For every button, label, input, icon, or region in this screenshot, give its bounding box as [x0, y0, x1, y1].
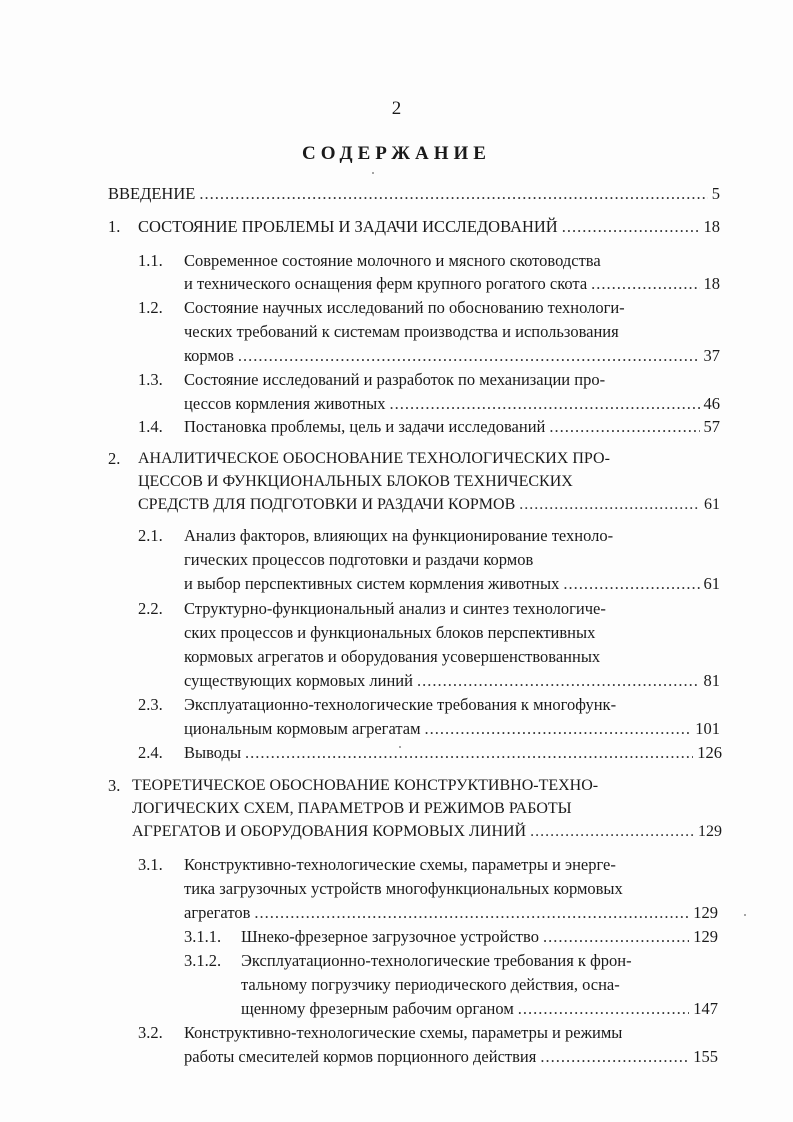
toc-entry-s2-4	[184, 741, 722, 765]
scan-speck	[372, 172, 374, 174]
toc-number: 3.	[108, 776, 121, 795]
toc-page-number: 5	[711, 184, 720, 203]
toc-entry-s3-2	[184, 1045, 718, 1069]
dot-leader	[563, 572, 699, 596]
toc-entry-text: ТЕОРЕТИЧЕСКОЕ ОБОСНОВАНИЕ КОНСТРУКТИВНО-ТЕХНО-	[132, 777, 599, 794]
toc-entry-text: гических процессов подготовки и раздачи кормов	[184, 550, 534, 569]
toc-entry-s1-1	[184, 272, 720, 296]
toc-entry-text: ских процессов и функциональных блоков перспективных	[184, 623, 596, 642]
toc-entry-text: Структурно-функциональный анализ и синтез технологиче-	[184, 599, 606, 618]
toc-number: 1.2.	[138, 298, 163, 317]
toc-number: 2.1.	[138, 526, 163, 545]
dot-leader	[390, 392, 700, 416]
toc-entry-text: тика загрузочных устройств многофункциональных кормовых	[184, 879, 623, 898]
dot-leader	[530, 820, 694, 844]
dot-leader	[562, 215, 700, 239]
toc-page-number: 126	[697, 743, 722, 762]
toc-entry-text: циональным кормовым агрегатам	[184, 719, 421, 738]
toc-number: 2.3.	[138, 695, 163, 714]
page-number: 2	[391, 98, 402, 119]
toc-entry-text: Шнеко-фрезерное загрузочное устройство	[241, 927, 539, 946]
toc-entry-text: Современное состояние молочного и мясного скотоводства	[184, 251, 601, 270]
toc-entry-text: Эксплуатационно-технологические требования к многофунк-	[184, 695, 617, 714]
toc-number: 1.3.	[138, 370, 163, 389]
toc-page-number: 46	[703, 394, 720, 413]
toc-page-number: 61	[704, 496, 720, 513]
dot-leader	[199, 182, 707, 206]
toc-entry-text: СРЕДСТВ ДЛЯ ПОДГОТОВКИ И РАЗДАЧИ КОРМОВ	[138, 496, 516, 513]
toc-entry-text: агрегатов	[184, 903, 251, 922]
toc-entry-text: цессов кормления животных	[184, 394, 386, 413]
toc-entry-text: Конструктивно-технологические схемы, параметры и энерге-	[184, 855, 616, 874]
dot-leader	[245, 741, 693, 765]
dot-leader	[591, 272, 699, 296]
toc-entry-text: АНАЛИТИЧЕСКОЕ ОБОСНОВАНИЕ ТЕХНОЛОГИЧЕСКИХ ПРО-	[138, 450, 610, 467]
toc-number: 2.2.	[138, 599, 163, 618]
toc-number: 3.1.2.	[184, 951, 222, 970]
toc-entry-text: Состояние исследований и разработок по механизации про-	[184, 370, 606, 389]
toc-number: 1.4.	[138, 417, 163, 436]
dot-leader	[238, 344, 700, 368]
toc-entry-s2	[138, 493, 720, 517]
dot-leader	[543, 925, 689, 949]
toc-page-number: 18	[703, 217, 720, 236]
toc-page-number: 101	[695, 719, 720, 738]
toc-entry-text: Состояние научных исследований по обоснованию технологи-	[184, 298, 625, 317]
toc-page-number: 61	[703, 574, 720, 593]
toc-entry-text: кормов	[184, 346, 234, 365]
toc-page-number: 37	[703, 346, 720, 365]
toc-page-number: 129	[693, 927, 718, 946]
toc-entry-s2-3	[184, 717, 720, 741]
toc-title: СОДЕРЖАНИЕ	[302, 143, 491, 164]
toc-entry-s3	[132, 820, 722, 844]
toc-entry-s1-3	[184, 392, 720, 416]
dot-leader	[417, 669, 700, 693]
dot-leader	[254, 901, 689, 925]
toc-entry-s1	[138, 215, 720, 239]
dot-leader	[540, 1045, 689, 1069]
dot-leader	[519, 493, 700, 517]
toc-entry-text: Конструктивно-технологические схемы, параметры и режимы	[184, 1023, 623, 1042]
toc-entry-s2-1	[184, 572, 720, 596]
toc-entry-text: и технического оснащения ферм крупного рогатого скота	[184, 274, 588, 293]
toc-number: 1.	[108, 217, 121, 236]
toc-number: 1.1.	[138, 251, 163, 270]
toc-entry-text: СОСТОЯНИЕ ПРОБЛЕМЫ И ЗАДАЧИ ИССЛЕДОВАНИЙ	[138, 217, 558, 236]
toc-page-number: 147	[693, 999, 718, 1018]
toc-page-number: 57	[703, 417, 720, 436]
toc-number: 2.	[108, 449, 121, 468]
toc-entry-s3-1-1	[241, 925, 718, 949]
toc-entry-s3-1-2	[241, 997, 718, 1021]
toc-entry-text: и выбор перспективных систем кормления животных	[184, 574, 560, 593]
toc-entry-text: кормовых агрегатов и оборудования усовершенствованных	[184, 647, 601, 666]
toc-entry-s2-2	[184, 669, 720, 693]
toc-entry-s3-1	[184, 901, 718, 925]
toc-number: 2.4.	[138, 743, 163, 762]
scan-speck	[744, 914, 746, 916]
toc-entry-text: ЦЕССОВ И ФУНКЦИОНАЛЬНЫХ БЛОКОВ ТЕХНИЧЕСКИХ	[138, 473, 573, 490]
toc-entry-text: Эксплуатационно-технологические требования к фрон-	[241, 951, 632, 970]
toc-number: 3.1.	[138, 855, 163, 874]
toc-entry-text: ВВЕДЕНИЕ	[108, 184, 196, 203]
dot-leader	[518, 997, 689, 1021]
toc-entry-text: АГРЕГАТОВ И ОБОРУДОВАНИЯ КОРМОВЫХ ЛИНИЙ	[132, 823, 527, 840]
toc-number: 3.2.	[138, 1023, 163, 1042]
toc-entry-text: работы смесителей кормов порционного действия	[184, 1047, 537, 1066]
toc-number: 3.1.1.	[184, 927, 222, 946]
toc-page-number: 81	[703, 671, 720, 690]
toc-entry-text: Постановка проблемы, цель и задачи исследований	[184, 417, 546, 436]
toc-entry-text: Анализ факторов, влияющих на функционирование техноло-	[184, 526, 614, 545]
toc-entry-s1-4	[184, 415, 720, 439]
toc-entry-text: щенному фрезерным рабочим органом	[241, 999, 514, 1018]
toc-entry-text: ЛОГИЧЕСКИХ СХЕМ, ПАРАМЕТРОВ И РЕЖИМОВ РАБОТЫ	[132, 800, 572, 817]
toc-entry-text: существующих кормовых линий	[184, 671, 413, 690]
toc-entry-text: Выводы	[184, 743, 242, 762]
toc-page-number: 18	[703, 274, 720, 293]
toc-entry-text: тальному погрузчику периодического действия, осна-	[241, 975, 620, 994]
toc-page-number: 155	[693, 1047, 718, 1066]
scan-speck	[399, 746, 401, 748]
toc-entry-s1-2	[184, 344, 720, 368]
dot-leader	[549, 415, 699, 439]
toc-page-number: 129	[693, 903, 718, 922]
dot-leader	[425, 717, 692, 741]
toc-entry-text: ческих требований к системам производства и использования	[184, 322, 619, 341]
toc-page-number: 129	[698, 823, 722, 840]
toc-entry-intro	[108, 182, 720, 206]
